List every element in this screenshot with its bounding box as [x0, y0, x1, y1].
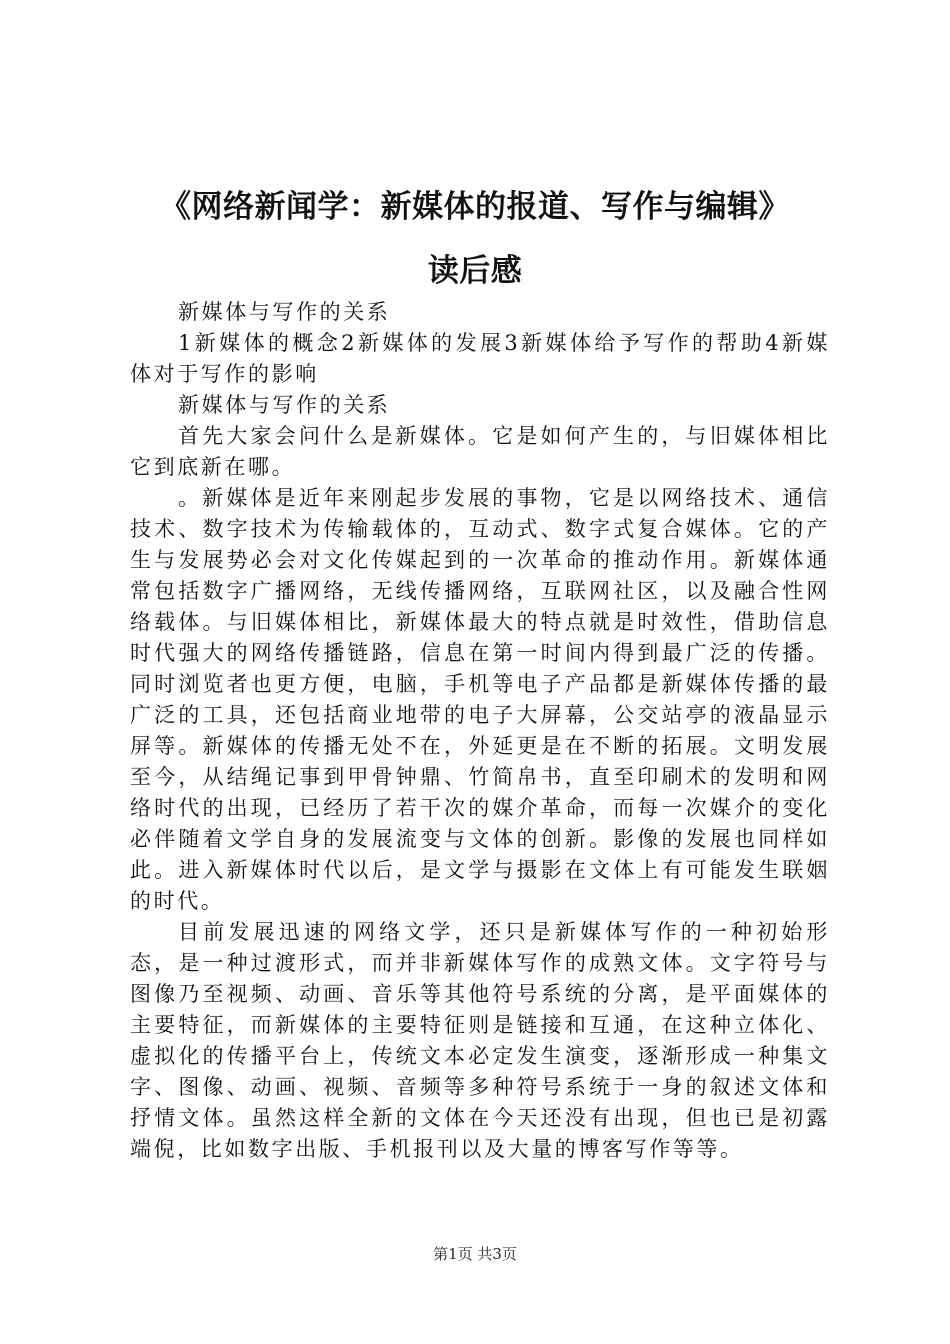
paragraph: 目前发展迅速的网络文学，还只是新媒体写作的一种初始形态，是一种过渡形式，而并非新媒体写作的成熟文体。文字符号与图像乃至视频、动画、音乐等其他符号系统的分离，是平面媒体的主要特征，而新媒体的主要特征则是链接和互通，在这种立体化、虚拟化的传播平台上，传统文本必定发生演变，逐渐形成一种集文字、图像、动画、视频、音频等多种符号系统于一身的叙述文体和抒情文体。虽然这样全新的文体在今天还没有出现，但也已是初露端倪，比如数字出版、手机报刊以及大量的博客写作等等。 [130, 920, 830, 1161]
paragraph: 新媒体与写作的关系 [178, 300, 391, 324]
document-title-line1: 《网络新闻学：新媒体的报道、写作与编辑》 [160, 189, 790, 225]
paragraph: 1新媒体的概念2新媒体的发展3新媒体给予写作的帮助4新媒体对于写作的影响 [130, 331, 830, 386]
document-body [130, 297, 830, 1165]
page-footer: 第1页 共3页 [433, 1245, 517, 1263]
document-title-line2: 读后感 [427, 253, 523, 289]
paragraph: 首先大家会问什么是新媒体。它是如何产生的，与旧媒体相比它到底新在哪。 [130, 424, 830, 479]
paragraph: 。新媒体是近年来刚起步发展的事物，它是以网络技术、通信技术、数字技术为传输载体的，互动式、数字式复合媒体。它的产生与发展势必会对文化传媒起到的一次革命的推动作用。新媒体通常包括数字广播网络，无线传播网络，互联网社区，以及融合性网络载体。与旧媒体相比，新媒体最大的特点就是时效性，借助信息时代强大的网络传播链路，信息在第一时间内得到最广泛的传播。同时浏览者也更方便，电脑，手机等电子产品都是新媒体传播的最广泛的工具，还包括商业地带的电子大屏幕，公交站亭的液晶显示屏等。新媒体的传播无处不在，外延更是在不断的拓展。文明发展至今，从结绳记事到甲骨钟鼎、竹简帛书，直至印刷术的发明和网络时代的出现，已经历了若干次的媒介革命，而每一次媒介的变化必伴随着文学自身的发展流变与文体的创新。影像的发展也同样如此。进入新媒体时代以后，是文学与摄影在文体上有可能发生联姻的时代。 [130, 486, 830, 913]
paragraph: 新媒体与写作的关系 [178, 393, 391, 417]
